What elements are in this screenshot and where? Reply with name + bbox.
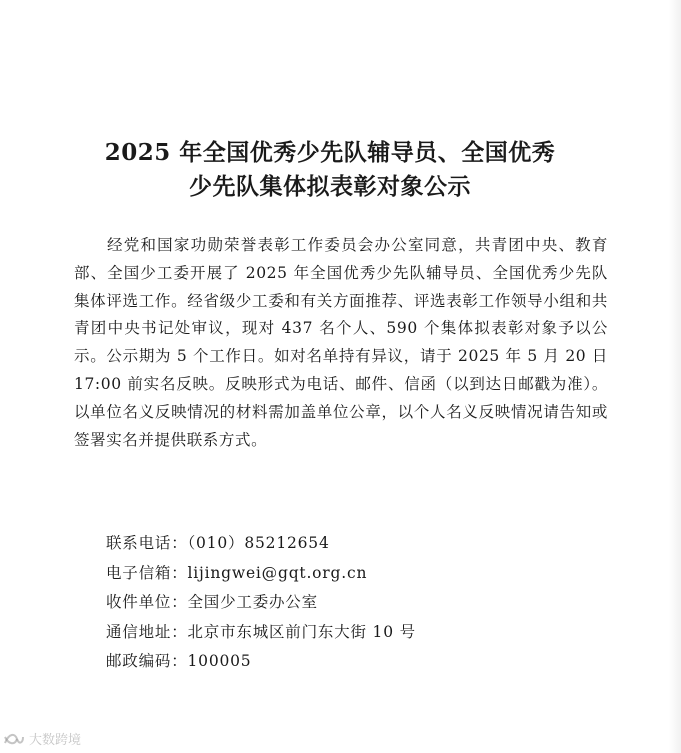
contact-email: 电子信箱：lijingwei@gqt.org.cn [106,563,368,582]
contact-postcode: 邮政编码：100005 [106,652,252,670]
watermark-text: 大数跨境 [29,733,82,748]
contact-info-list [106,529,416,677]
watermark-logo-icon [3,731,25,747]
announcement-body: 经党和国家功勋荣誉表彰工作委员会办公室同意，共青团中央、教育部、全国少工委开展了 2025 年全国优秀少先队辅导员、全国优秀少先队集体评选工作。经省级少工委和有关方面推荐、评选表彰工作领导小组和共青团中央书记处审议，现对 437 名个人、590 个集体拟表彰对象予以公示。公示期为 5 个工作日。如对名单持有异议，请于 2025 年 5 月 20 日 17:00 前实名反映。反映形式为电话、邮件、信函（以到达日邮戳为准）。以单位名义反映情况的材料需加盖单位公章，以个人名义反映情况请告知或签署实名并提供联系方式。 [74,236,608,449]
title-line-1: 2025 年全国优秀少先队辅导员、全国优秀 [104,139,556,166]
title-line-2: 少先队集体拟表彰对象公示 [189,173,471,200]
contact-address: 通信地址：北京市东城区前门东大街 10 号 [106,622,416,641]
contact-recipient: 收件单位：全国少工委办公室 [106,593,318,611]
watermark [3,729,81,748]
document-title [0,136,660,204]
page-edge-shadow [669,0,681,753]
contact-phone: 联系电话：（010）85212654 [106,534,330,552]
